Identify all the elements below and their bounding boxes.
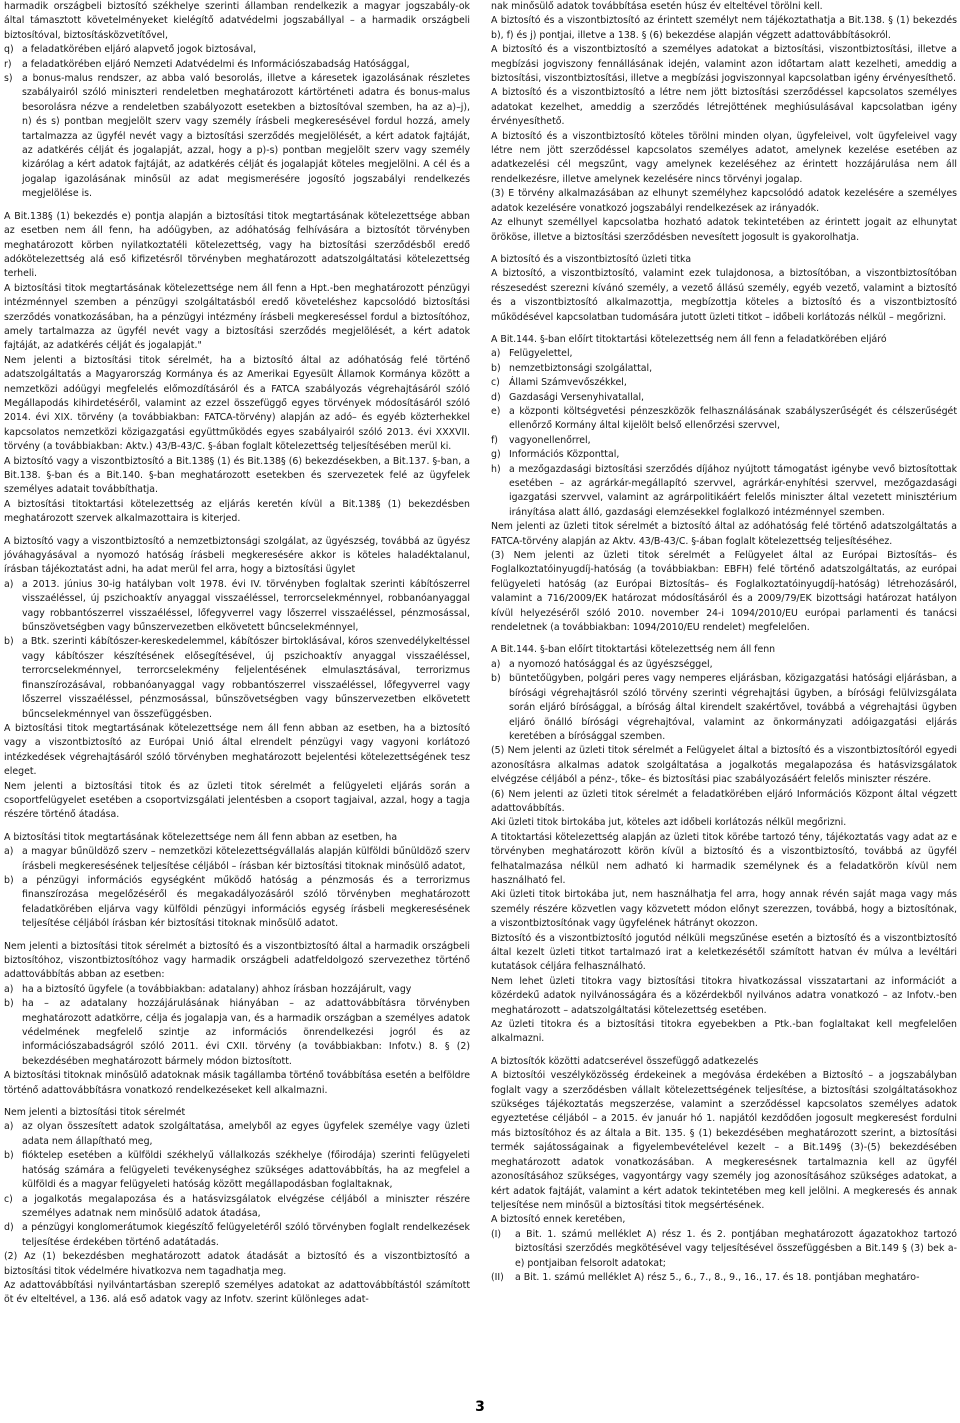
list-item-text: Gazdasági Versenyhivatallal,: [509, 391, 645, 403]
list-item-text: vagyonellenőrrel,: [509, 434, 591, 446]
list-item-text: a feladatkörében eljáró alapvető jogok biztosával,: [22, 44, 257, 56]
paragraph: A biztosító és a viszontbiztosító a létre nem jött biztosítási szerződéssel kapcsolatos személyes adatokat kezelhet, ameddig a szerződés létrejöttének meghiúsulásával kapcsolatban igény érvényesíthető.: [491, 87, 957, 128]
list-item-label: b): [491, 673, 501, 685]
list-item-text: a jogalkotás megalapozása és a hatásvizsgálatok elvégzése céljából a miniszter részére személyes adatnak nem minősülő adatok átadása,: [22, 1193, 470, 1219]
paragraph: A biztosító ennek keretében,: [491, 1214, 626, 1226]
list-item: [491, 672, 957, 744]
list-item-label: b): [4, 998, 14, 1010]
list-item: [491, 1228, 957, 1271]
paragraph: A Bit.144. §-ban előírt titoktartási kötelezettség nem áll fenn: [491, 644, 776, 656]
list-item: [491, 434, 957, 448]
list-item-text: a központi költségvetési pénzeszközök felhasználásának szabályszerűségét és célszerűségét ellenőrző Kormány által kijelölt belső ellenőrzési szervvel,: [509, 405, 957, 432]
list-item: [4, 845, 470, 874]
list-item: [4, 58, 470, 72]
paragraph: Az elhunyt személlyel kapcsolatba hozható adatok tekintetében az érintett jogait az elhunytat örököse, illetve a biztosítási szerződésben nevesített jogosult is gyakorolhatja.: [491, 217, 957, 243]
list-item-label: b): [491, 362, 501, 374]
paragraph: harmadik országbeli biztosító székhelye szerinti államban rendelkezik a magyar jogszabály-ok által támasztott követelményeket kielégítő adatvédelmi jogszabállyal – a harmadik országbeli biztosítóval, biztosításközvetítővel,: [4, 1, 470, 41]
list-item: [491, 362, 957, 376]
list-item: [4, 1193, 470, 1222]
paragraph: A Bit.144. §-ban előírt titoktartási kötelezettség nem áll fenn a feladatkörében eljáró: [491, 333, 887, 345]
paragraph: A biztosító vagy a viszontbiztosító a Bit.138§ (1) és Bit.138§ (6) bekezdésekben, a Bit.137. §-ban, a Bit.138. §-ban és a Bit.140. §-ban meghatározott esetekben és szervezetek felé az ügyfelek személyes adatait továbbíthatja.: [4, 455, 470, 496]
list-item-label: g): [491, 449, 501, 461]
list-item-text: a mezőgazdasági biztosítási szerződés díjához nyújtott támogatást igénybe vevő biztosítottak esetében – az agrárkár-megállapító szervvel, agrárkár-enyhítési szervvel, mezőgazdasági igazgatási szervvel, valamint az agrárpolitikáért felelős miniszter által vezetett minisztérium irányítása alatt álló, gazdasági elemzésekkel foglalkozó intézménnyel szemben.: [509, 463, 957, 518]
list-item-label: c): [491, 377, 500, 389]
paragraph-spacer: [4, 823, 470, 831]
list-item: [4, 874, 470, 932]
list-item-label: a): [491, 348, 501, 360]
list-item-text: nemzetbiztonsági szolgálattal,: [509, 362, 653, 374]
list-item: [491, 1271, 957, 1285]
paragraph: (3) Nem jelenti az üzleti titok sérelmét a Felügyelet által az Európai Biztosítás– és Foglalkoztatóinyugdíj-hatóság (a továbbiakban: EBFH) felé történő adatszolgáltatás, az európai felügyeleti hatóság (az Európai Biztosítás– és Foglalkoztatóinyugdíj-hatóság) létrehozásáról, valamint a 716/2009/EK határozat módosításáról és a 2009/79/EK bizottsági határozat hatályon kívül helyezéséről szóló 2010. november 24-i 1094/2010/EU európai parlamenti és tanácsi rendeletnek (a továbbiakban: 1094/2010/EU rendelet) megfelelően.: [491, 550, 957, 634]
paragraph: A titoktartási kötelezettség alapján az üzleti titok körébe tartozó tény, tájékoztatás vagy adat az e törvényben meghatározott körön kívül a biztosító és a viszontbiztosító, továbbá az ügyfél felhatalmazása nélkül nem adható ki harmadik személynek és a feladatkörön kívül nem használható fel.: [491, 831, 957, 886]
list-item: [491, 391, 957, 405]
page-number: 3: [475, 1399, 485, 1415]
list-item-label: a): [4, 1121, 14, 1133]
list-item: [491, 347, 957, 361]
paragraph: (2) Az (1) bekezdésben meghatározott adatok átadását a biztosító és a viszontbiztosító a biztosítási titok védelmére hivatkozva nem tagadhatja meg.: [4, 1251, 470, 1277]
paragraph: A biztosítók közötti adatcserével összefüggő adatkezelés: [491, 1055, 759, 1067]
paragraph: Nem jelenti a biztosítási titok sérelmét a biztosító és a viszontbiztosító által a harmadik országbeli biztosítóhoz, viszontbiztosítóhoz vagy harmadik országbeli adatfeldolgozó szervezethez történő adattovábbítás abban az esetben:: [4, 940, 470, 981]
list-item-text: a Bit. 1. számú melléklet A) rész 5., 6., 7., 8., 9., 16., 17. és 18. pontjában meghatáro-: [515, 1271, 920, 1283]
paragraph: A biztosító, a viszontbiztosító, valamint ezek tulajdonosa, a biztosítóban, a viszontbiztosítóban részesedést szerezni kívánó személy, a vezető állású személy, egyéb vezető, valamint a biztosító és a viszontbiztosító alkalmazottja, megbízottja köteles a biztosító és a viszontbiztosító működésével kapcsolatban tudomására jutott üzleti titkot – időbeli korlátozás nélkül – megőrizni.: [491, 268, 957, 323]
list-item-label: b): [4, 874, 14, 886]
list-item-label: s): [4, 73, 13, 85]
list-item: [491, 463, 957, 521]
list-item-text: a Bit. 1. számú melléklet A) rész 1. és 2. pontjában meghatározott ágazatokhoz tartozó biztosítási szerződés megkötésével vagy teljesítésével összefüggésben a Bit.149 § (3) bek a-e) pontjaiban felsorolt adatokat;: [515, 1228, 957, 1269]
paragraph: Aki üzleti titok birtokába jut, köteles azt időbeli korlátozás nélkül megőrizni.: [491, 817, 847, 829]
list-item: [4, 997, 470, 1069]
list-item: [4, 635, 470, 721]
paragraph: A biztosítási titok megtartásának kötelezettsége nem áll fenn a Hpt.-ben meghatározott pénzügyi intézménnyel szemben a pénzügyi szolgáltatásból eredő követeléshez kapcsolódó biztosítási szerződés vonatkozásában, ha a pénzügyi intézmény írásbeli megkereséssel fordul a biztosítóhoz, amely tartalmazza az ügyfél nevét vagy a biztosítási szerződés megjelölését, a kért adatok fajtáját, az adatkérés célját és jogalapját.": [4, 282, 470, 352]
list-item-text: a Btk. szerinti kábítószer-kereskedelemmel, kábítószer birtoklásával, kóros szenvedélykeltéssel vagy kábítószer készítésének elősegítésével, új pszichoaktív anyaggal visszaéléssel, terrorcselekménnyel, terrorcselekmény feljelentésének elmulasztásával, terrorizmus finanszírozásával, robbanóanyaggal vagy robbantószerrel visszaéléssel, lőfegyverrel vagy lőszerrel visszaéléssel, pénzmosással, bűnszövetségben vagy bűnszervezetben elkövetett bűncselekménnyel van összefüggésben.: [22, 636, 470, 720]
list-item-text: a magyar bűnüldöző szerv – nemzetközi kötelezettségvállalás alapján külföldi bűnüldöző szerv írásbeli megkeresésének teljesítése céljából – írásban kér biztosítási titoknak minősülő adatot,: [22, 846, 470, 872]
paragraph: Nem jelenti az üzleti titok sérelmét a biztosító által az adóhatóság felé történő adatszolgáltatás a FATCA-törvény alapján az Aktv. 43/B-43/C. §-ában foglalt kötelezettség teljesítéséhez.: [491, 521, 957, 547]
list-item-text: büntetőügyben, polgári peres vagy nemperes eljárásban, közigazgatási hatósági eljárásban, a bírósági végrehajtásról szóló törvény szerinti végrehajtási ügyben, a bírósági felülvizsgálata során eljáró bírósággal, a bíróság által kirendelt szakértővel, továbbá a végrehajtási ügyben eljáró önálló bírósági végrehajtóval, valamint az önkormányzati adóigazgatási eljárás keretében a bírósággal szemben.: [509, 673, 957, 742]
paragraph: A biztosítási titok megtartásának kötelezettsége nem áll fenn abban az esetben, ha a biztosító vagy a viszontbiztosító az Európai Unió által elrendelt pénzügyi vagy vagyoni korlátozó intézkedések végrehajtásáról szóló törvényben meghatározott bejelentési kötelezettségének tesz eleget.: [4, 722, 470, 778]
paragraph: A biztosító és a viszontbiztosító köteles törölni minden olyan, ügyfeleivel, volt ügyfeleivel vagy létre nem jött szerződéssel kapcsolatos személyes adatot, amelynek kezelése esetében az adatkezelési cél megszűnt, vagy amelynek kezeléséhez az érintett hozzájárulása nem áll rendelkezésre, illetve amelynek kezelésére nincs törvényi jogalap.: [491, 130, 957, 185]
list-item-label: a): [4, 578, 14, 590]
paragraph-spacer: [491, 1047, 957, 1055]
list-item: [4, 1221, 470, 1250]
list-item-text: a feladatkörében eljáró Nemzeti Adatvédelmi és Információszabadság Hatósággal,: [22, 58, 410, 70]
paragraph: A biztosító vagy a viszontbiztosító a nemzetbiztonsági szolgálat, az ügyészség, továbbá az ügyész jóváhagyásával a nyomozó hatóság írásbeli megkeresésére akkor is köteles haladéktalanul, írásban tájékoztatást adni, ha adat merül fel arra, hogy a biztosítási ügylet: [4, 535, 470, 576]
list-item-label: c): [4, 1193, 13, 1205]
list-item: [4, 1149, 470, 1192]
paragraph: Az üzleti titokra és a biztosítási titokra egyebekben a Ptk.-ban foglaltakat kell megfelelően alkalmazni.: [491, 1019, 957, 1045]
list-item-label: e): [491, 405, 501, 417]
list-item-text: a pénzügyi információs egységként működő hatóság a pénzmosás és a terrorizmus finanszírozása megelőzéséről és megakadályozásáról szóló törvényben meghatározott feladatkörében eljárva vagy külföldi pénzügyi információs egység írásbeli megkeresésének teljesítése céljából írásban kér biztosítási titoknak minősülő adatot.: [22, 874, 470, 930]
paragraph-spacer: [491, 245, 957, 253]
list-item-label: r): [4, 58, 12, 70]
paragraph-spacer: [4, 1098, 470, 1106]
list-item: [491, 405, 957, 434]
list-item: [491, 658, 957, 672]
paragraph: (6) Nem jelenti az üzleti titok sérelmét a feladatkörében eljáró Információs Központ által végzett adattovábbítás.: [491, 788, 957, 814]
list-item-text: ha a biztosító ügyfele (a továbbiakban: adatalany) ahhoz írásban hozzájárult, vagy: [22, 983, 412, 995]
paragraph-spacer: [491, 325, 957, 333]
paragraph-spacer: [4, 932, 470, 940]
right-column: [491, 0, 957, 1285]
list-item: [4, 72, 470, 202]
paragraph: A biztosító és a viszontbiztosító üzleti titka: [491, 253, 692, 265]
paragraph: (3) E törvény alkalmazásában az elhunyt személyhez kapcsolódó adatok kezelésére a személyes adatok kezelésére vonatkozó jogszabályi rendelkezések az irányadók.: [491, 188, 957, 214]
left-column: [4, 0, 470, 1308]
list-item: [4, 43, 470, 57]
paragraph: A biztosítási titoknak minősülő adatoknak másik tagállamba történő továbbítása esetén a belföldre történő adattovábbításra vonatkozó rendelkezéseket kell alkalmazni.: [4, 1070, 470, 1096]
list-item-label: b): [4, 636, 14, 648]
list-item-label: d): [491, 391, 501, 403]
list-item-label: a): [491, 658, 501, 670]
list-item-text: a pénzügyi konglomerátumok kiegészítő felügyeletéről szóló törvényben foglalt rendelkezések teljesítése érdekében történő adatátadás.: [22, 1222, 470, 1248]
paragraph: A biztosítói veszélyközösség érdekeinek a megóvása érdekében a Biztosító – a jogszabályban foglalt vagy a szerződésben vállalt kötelezettségének teljesítése, a biztosítási szolgáltatásokhoz szükséges tájékoztatás megszerzése, valamint a szerződéssel kapcsolatos személyes adatok egyeztetése céljából – a 2015. év január hó 1. napjától kezdődően jogosult megkeresést fordulni más biztosítóhoz és az általa a Bit. 135. § (1) bekezdésében meghatározott szerint, a biztosítási termék sajátosságainak a figyelembevételével kezelt – a Bit.149§ (3)-(5) bekezdésében meghatározott adatok vonatkozásában. A megkeresésnek tartalmaznia kell az ügyfél azonosításához szükséges, vagyontárgy vagy személy jog azonosításához szükséges adatokat, a kért adatok fajtáját, valamint a kért adatok tekintetében meg kell jelölni. A megkeresés és annak teljesítése nem minősül a biztosítási titok megsértésének.: [491, 1070, 957, 1211]
list-item-label: b): [4, 1150, 14, 1162]
paragraph-spacer: [4, 527, 470, 535]
list-item-label: f): [491, 434, 498, 446]
list-item: [4, 578, 470, 636]
list-item-label: (I): [491, 1228, 502, 1240]
list-item-text: Állami Számvevőszékkel,: [509, 377, 627, 389]
paragraph: (5) Nem jelenti az üzleti titok sérelmét a Felügyelet által a biztosító és a viszontbiztosítóról egyedi azonosításra alkalmas adatok szolgáltatása a jogalkotás megalapozása és hatásvizsgálatok elvégzése céljából a pénz-, tőke– és biztosítási piac szabályozásáért felelős miniszter részére.: [491, 745, 957, 786]
paragraph: Nem jelenti a biztosítási titok sérelmét, ha a biztosító által az adóhatóság felé történő adatszolgáltatás a Magyarország Kormánya és az Amerikai Egyesült Államok Kormánya között a nemzetközi adóügyi megfelelés előmozdításáról és a FATCA szabályozás végrehajtásáról szóló Megállapodás kihirdetéséről, valamint az ezzel összefüggő egyes törvények módosításáról szóló 2014. évi XIX. törvény (a továbbiakban: FATCA-törvény) alapján az adó– és egyéb közterhekkel kapcsolatos nemzetközi közigazgatási együttműködés egyes szabályairól szóló 2013. évi XXXVII. törvény (a továbbiakban: Aktv.) 43/B-43/C. §-ában foglalt kötelezettség teljesítésében merül ki.: [4, 354, 470, 453]
list-item-text: Felügyelettel,: [509, 348, 573, 360]
list-item-label: a): [4, 983, 14, 995]
list-item: [491, 448, 957, 462]
paragraph-spacer: [491, 635, 957, 643]
paragraph: Nem jelenti a biztosítási titok és az üzleti titok sérelmét a felügyeleti eljárás során a csoportfelügyelet esetében a csoportvizsgálati jelentésben a csoport tagjaival, azzal, hogy a tagja részére történő átadása.: [4, 780, 470, 821]
list-item-label: h): [491, 463, 501, 475]
list-item: [4, 983, 470, 997]
list-item-label: q): [4, 44, 14, 56]
paragraph: Az adattovábbítási nyilvántartásban szereplő személyes adatokat az adattovábbítástól számított öt év elteltével, a 136. alá eső adatok vagy az Infotv. szerint különleges adat-: [4, 1279, 470, 1306]
list-item: [491, 376, 957, 390]
list-item: [4, 1120, 470, 1149]
list-item-label: (II): [491, 1271, 504, 1283]
paragraph: A biztosítási titoktartási kötelezettség az eljárás keretén kívül a Bit.138§ (1) bekezdésben meghatározott szervek alkalmazottaira is kiterjed.: [4, 498, 470, 525]
list-item-text: fióktelep esetében a külföldi székhelyű vállalkozás székhelye (főirodája) szerinti felügyeleti hatóság számára a felügyeleti tevékenységhez szükséges adattovábbítás, ha az megfelel a külföldi és a magyar felügyeleti hatóság között megállapodásban foglaltaknak,: [22, 1150, 470, 1191]
paragraph: Nem jelenti a biztosítási titok sérelmét: [4, 1107, 186, 1119]
paragraph: Biztosító és a viszontbiztosító jogutód nélküli megszűnése esetén a biztosító és a viszontbiztosító által kezelt üzleti titkot tartalmazó irat a keletkezésétől számított hatvan év múlva a levéltári kutatások céljára felhasználható.: [491, 932, 957, 973]
paragraph: Nem lehet üzleti titokra vagy biztosítási titokra hivatkozással visszatartani az információt a közérdekű adatok nyilvánosságára és a közérdekből nyilvános adatra vonatkozó – az Infotv.-ben meghatározott – adatszolgáltatási kötelezettség esetében.: [491, 975, 957, 1016]
paragraph: A biztosító és a viszontbiztosító a személyes adatokat a biztosítási, viszontbiztosítási, illetve a megbízási jogviszony fennállásának idején, valamint azon időtartam alatt kezelheti, ameddig a biztosítási, viszontbiztosítási, illetve a megbízási jogviszonnyal kapcsolatban igény érvényesíthető.: [491, 44, 957, 85]
list-item-text: az olyan összesített adatok szolgáltatása, amelyből az egyes ügyfelek személye vagy üzleti adata nem állapítható meg,: [22, 1121, 470, 1147]
list-item-label: d): [4, 1222, 14, 1234]
list-item-label: a): [4, 846, 14, 858]
paragraph: A biztosítási titok megtartásának kötelezettsége nem áll fenn abban az esetben, ha: [4, 831, 398, 843]
paragraph-spacer: [4, 202, 470, 210]
paragraph: Aki üzleti titok birtokába jut, nem használhatja fel arra, hogy annak révén saját maga vagy más személy részére közvetlen vagy közvetett módon előnyt szerezzen, továbbá, hogy a biztosítónak, a viszontbiztosítónak vagy ügyfelének hátrányt okozzon.: [491, 889, 957, 930]
paragraph: nak minősülő adatok továbbítása esetén húsz év elteltével törölni kell.: [491, 1, 823, 12]
paragraph: A biztosító és a viszontbiztosító az érintett személyt nem tájékoztathatja a Bit.138. § (1) bekezdés b), f) és j) pontjai, illetve a 138. § (6) bekezdése alapján végzett adattovábbításokról.: [491, 15, 957, 41]
list-item-text: a bonus-malus rendszer, az abba való besorolás, illetve a káresetek igazolásának részletes szabályairól szóló miniszteri rendeletben meghatározott kártörténeti adatra és bonus-malus besorolásra nézve a rendeletben szabályozott esetekben a biztosítóval szemben, ha az a)–j), n) és s) pontban megjelölt szerv vagy személy írásbeli megkeresésével fordul hozzá, amely tartalmazza az ügyfél nevét vagy a biztosítási szerződés megjelölését, a kért adatok fajtáját, az adatkérés célját és jogalapját, azzal, hogy a p)-s) pontban megjelölt szerv vagy személy kizárólag a kért adatok fajtáját, az adatkérés célját és jogalapját köteles megjelölni. A cél és a jogalap igazolásának minősül az adat megismerésére jogosító jogszabályi rendelkezés megjelölése is.: [22, 73, 470, 200]
list-item-text: Információs Központtal,: [509, 449, 620, 461]
paragraph: A Bit.138§ (1) bekezdés e) pontja alapján a biztosítási titok megtartásának kötelezettsége abban az esetben nem áll fenn, ha adóügyben, az adóhatóság felhívására a biztosítót törvényben meghatározott körben nyilatkoztatéli kötelezettség, vagy ha biztosítási szerződésből eredő adókötelezettség alá eső kifizetésről törvényben meghatározott adatszolgáltatási kötelezettség terheli.: [4, 210, 470, 280]
list-item-text: a 2013. június 30-ig hatályban volt 1978. évi IV. törvényben foglaltak szerinti kábítószerrel visszaéléssel, új pszichoaktív anyaggal visszaéléssel, terrorcselekménnyel, robbanóanyaggal vagy robbantószerrel visszaéléssel, lőfegyverrel vagy lőszerrel visszaéléssel, pénzmosással, bűnszövetségben vagy bűnszervezetben elkövetett bűncselekménnyel,: [22, 578, 470, 634]
list-item-text: ha – az adatalany hozzájárulásának hiányában – az adattovábbításra törvényben meghatározott adatkörre, célja és jogalapja van, és a harmadik országban a személyes adatok védelmének megfelelő szintje az információs önrendelkezési jogról és az információszabadságról szóló 2011. évi CXII. törvény (a továbbiakban: Infotv.) 8. § (2) bekezdésében meghatározott bármely módon biztosított.: [22, 998, 470, 1067]
list-item-text: a nyomozó hatósággal és az ügyészséggel,: [509, 658, 713, 670]
